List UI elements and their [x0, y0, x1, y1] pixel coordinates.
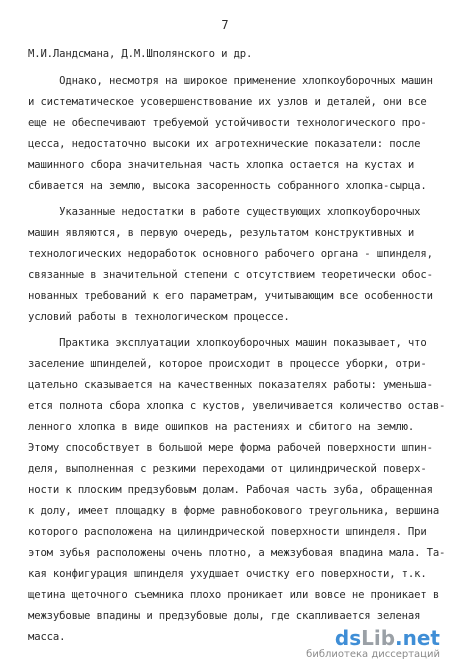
text-line: сбивается на землю, высока засоренность собранного хлопка-сырца.	[28, 180, 427, 192]
text-line: еще не обеспечивают требуемой устойчивости технологического про-	[28, 117, 427, 129]
page-number: 7	[221, 18, 229, 32]
text-line: цесса, недостаточно высоки их агротехнические показатели: после	[28, 138, 421, 150]
text-line: и систематическое усовершенствование их узлов и деталей, они все	[28, 96, 427, 108]
text-line: Указанные недостатки в работе существующих хлопкоуборочных	[28, 206, 421, 218]
text-line: Этому способствует в большой мере форма рабочей поверхности шпин-	[28, 442, 433, 454]
text-line: ности к плоским предзубовым долам. Рабочая часть зуба, обращенная	[28, 484, 433, 496]
watermark-logo	[306, 627, 440, 660]
text-line: машин являются, в первую очередь, результатом конструктивных и	[28, 227, 415, 239]
text-line: щетина щеточного съемника плохо проникает или вовсе не проникает в	[28, 589, 440, 601]
text-line: этом зубья расположены очень плотно, а межзубовая впадина мала. Та-	[28, 547, 446, 559]
watermark-net: .net	[395, 626, 440, 650]
text-line: машинного сбора значительная часть хлопка остается на кустах и	[28, 159, 415, 171]
text-line: к долу, имеет площадку в форме равнобокового треугольника, вершина	[28, 505, 440, 517]
text-line: межзубовые впадины и предзубовые долы, где скапливается зеленая	[28, 610, 421, 622]
text-line: М.И.Ландсмана, Д.М.Шполянского и др.	[28, 48, 253, 60]
text-line: технологических недоработок основного рабочего органа - шпинделя,	[28, 248, 433, 260]
text-line: условий работы в технологическом процессе.	[28, 311, 290, 323]
text-line: заселение шпинделей, которое происходит в процессе уборки, отри-	[28, 358, 427, 370]
text-line: Практика эксплуатации хлопкоуборочных машин показывает, что	[28, 337, 427, 349]
watermark-ds: ds	[334, 626, 362, 650]
watermark-lib: Lib	[361, 626, 396, 650]
text-line: масса.	[28, 631, 66, 643]
watermark-brand	[335, 627, 440, 649]
watermark-subtitle: библиотека диссертаций	[306, 649, 440, 660]
text-line: цательно сказывается на качественных показателях работы: уменьша-	[28, 379, 433, 391]
text-line: ленного хлопка в виде ошипков на растениях и сбитого на землю.	[28, 421, 415, 433]
text-line: Однако, несмотря на широкое применение хлопкоуборочных машин	[28, 75, 433, 87]
text-line: деля, выполненная с резкими переходами от цилиндрической поверх-	[28, 463, 427, 475]
text-line: нованных требований к его параметрам, учитывающим все особенности	[28, 290, 433, 302]
text-line: которого расположена на цилиндрической поверхности шпинделя. При	[28, 526, 427, 538]
text-line: связанные в значительной степени с отсутствием теоретически обос-	[28, 269, 433, 281]
text-line: ется полнота сбора хлопка с кустов, увеличивается количество остав-	[28, 400, 446, 412]
text-line: кая конфигурация шпинделя ухудшает очистку его поверхности, т.к.	[28, 568, 427, 580]
